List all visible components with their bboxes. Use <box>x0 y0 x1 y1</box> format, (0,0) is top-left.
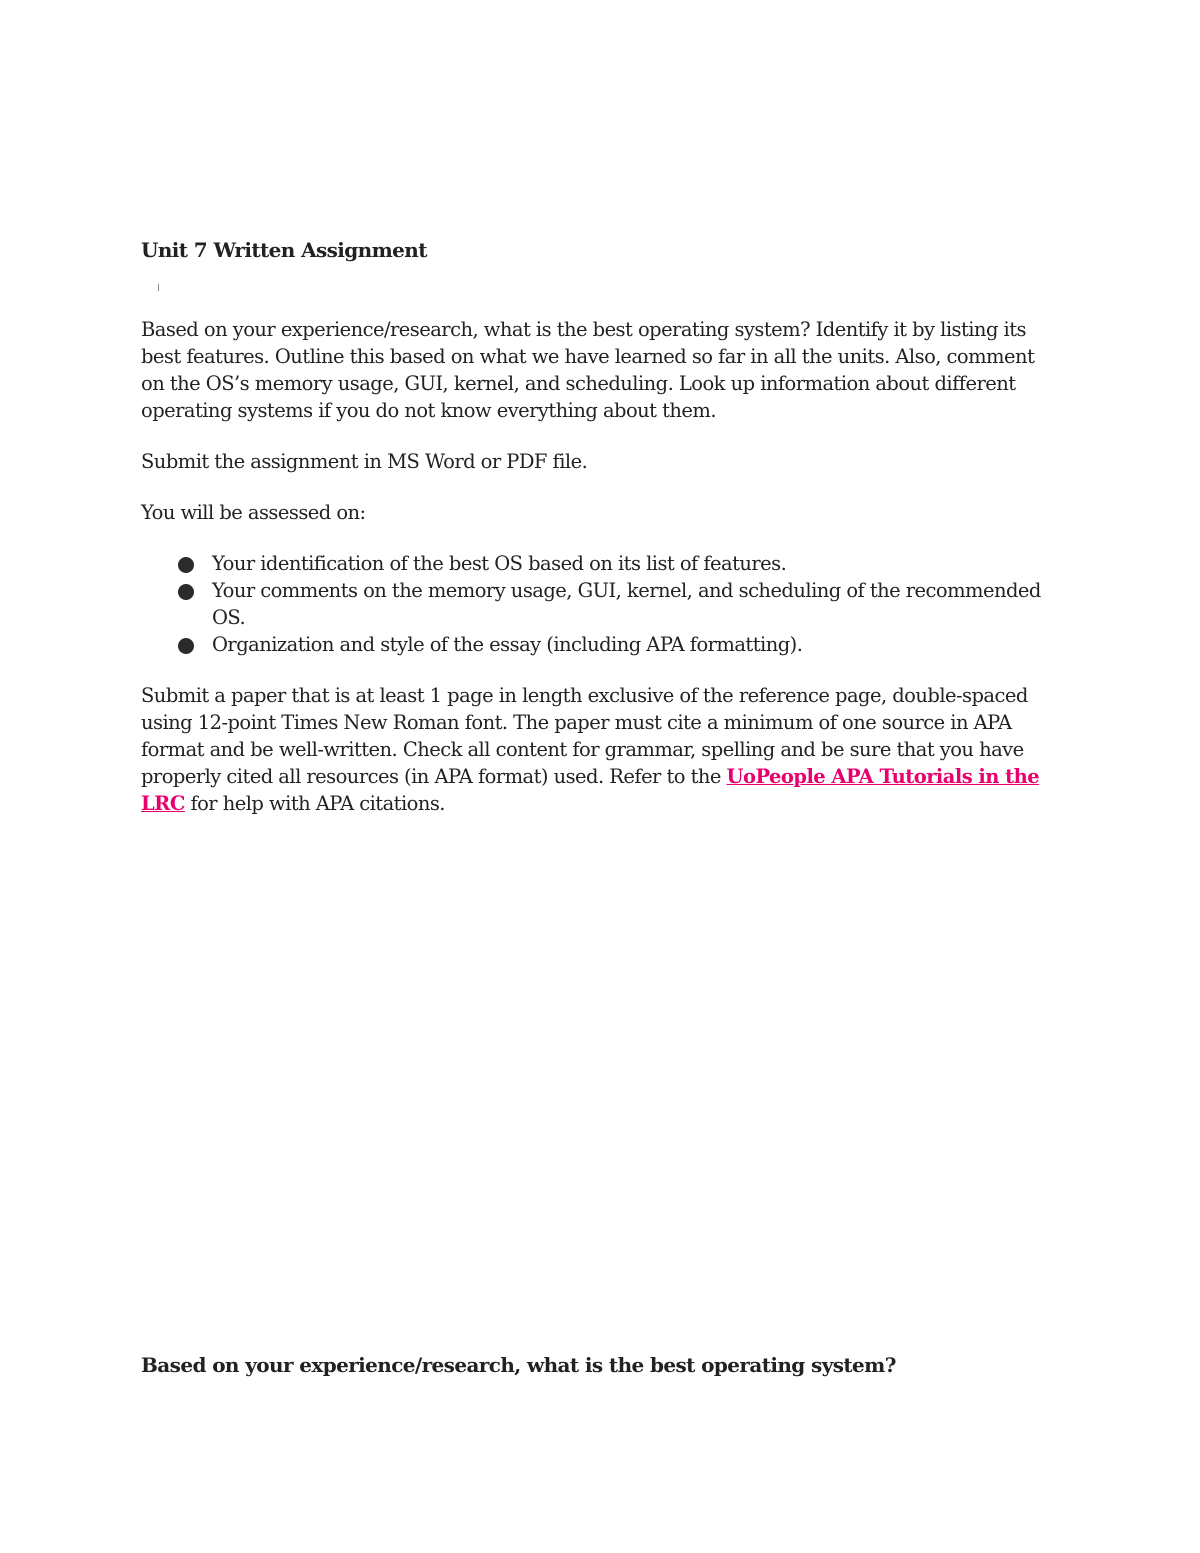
list-item <box>212 577 1061 631</box>
criteria-text: Organization and style of the essay (including APA formatting). <box>212 633 803 656</box>
requirements-text-end: for help with APA citations. <box>184 792 445 815</box>
requirements-paragraph <box>141 682 1061 817</box>
submit-instruction: Submit the assignment in MS Word or PDF file. <box>141 450 588 473</box>
criteria-text: Your comments on the memory usage, GUI, kernel, and scheduling of the recommended OS. <box>212 579 1041 629</box>
criteria-text: Your identification of the best OS based on its list of features. <box>212 552 787 575</box>
bullet-icon <box>178 557 194 573</box>
bullet-icon <box>178 638 194 654</box>
bullet-icon <box>178 584 194 600</box>
list-item <box>212 631 1061 658</box>
apa-tutorials-link[interactable]: UoPeople APA Tutorials in the LRC <box>141 765 1040 815</box>
assignment-content <box>141 236 1061 817</box>
assessment-intro: You will be assessed on: <box>141 501 366 524</box>
list-item <box>212 550 1061 577</box>
criteria-list <box>141 550 1061 658</box>
cursor-mark <box>158 284 159 291</box>
question-heading: Based on your experience/research, what is the best operating system? <box>141 1353 896 1377</box>
intro-paragraph: Based on your experience/research, what is the best operating system? Identify it by listing its best features. Outline this based on what we have learned so far in all the units. Also, comment on the OS’s memory usage, GUI, kernel, and scheduling. Look up information about different operating systems if you do not know everything about them. <box>141 318 1035 422</box>
requirements-text: Submit a paper that is at least 1 page in length exclusive of the reference page, double-spaced using 12-point Times New Roman font. The paper must cite a minimum of one source in APA format and be well-written. Check all content for grammar, spelling and be sure that you have properly cited all resources (in APA format) used. Refer to the <box>141 684 1028 788</box>
page-title: Unit 7 Written Assignment <box>141 238 427 262</box>
